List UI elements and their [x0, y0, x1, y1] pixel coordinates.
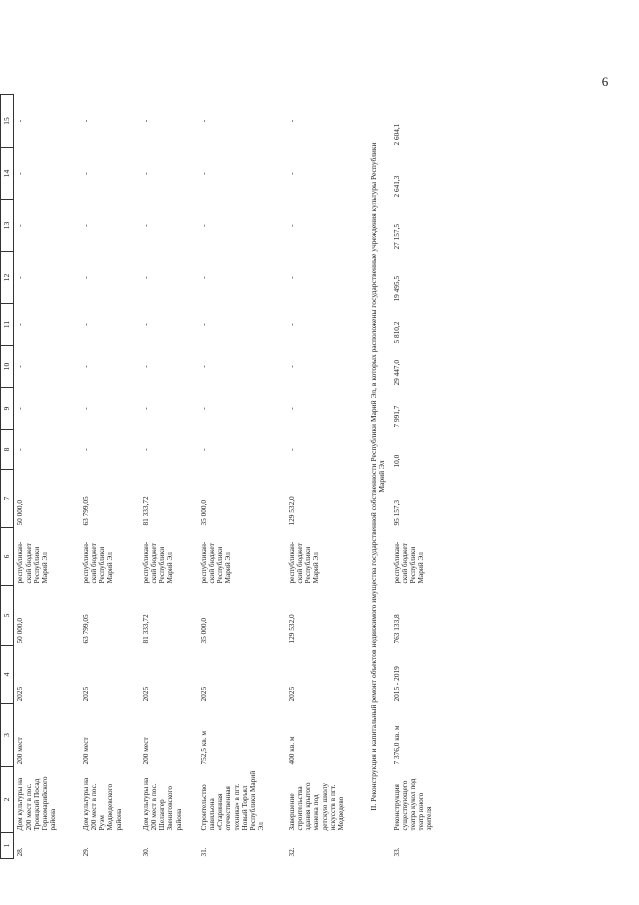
col-header: 8	[1, 430, 14, 470]
value-c13: -	[15, 224, 25, 227]
value-c14: 2 641,3	[391, 175, 401, 198]
value-c11: -	[140, 323, 150, 326]
row-number: 33.	[391, 847, 401, 857]
year: 2025	[286, 686, 296, 702]
value-c12: -	[15, 276, 25, 279]
value-c9: -	[198, 407, 208, 410]
value-c11: -	[286, 323, 296, 326]
funding-source: республикан-ский бюджет Республики Марий Эл	[140, 541, 175, 584]
table-row	[198, 95, 286, 859]
value-c12: 19 495,5	[391, 275, 401, 302]
value-c10: -	[198, 365, 208, 368]
value-c8: -	[140, 448, 150, 451]
value-c10: -	[80, 365, 90, 368]
value-c13: 27 157,5	[391, 223, 401, 250]
value-c9: -	[80, 407, 90, 410]
cost: 763 133,8	[391, 614, 401, 644]
capacity: 752,5 кв. м	[198, 731, 208, 765]
value-c13: -	[140, 224, 150, 227]
col-header: 13	[1, 200, 14, 252]
value-c15: -	[140, 119, 150, 123]
value-c15: -	[286, 119, 296, 123]
table-row	[391, 95, 451, 859]
table-row	[80, 95, 140, 859]
value-c14: -	[286, 172, 296, 175]
value-c7: 95 157,3	[391, 499, 401, 526]
row-number: 30.	[140, 847, 150, 857]
value-c11: -	[198, 323, 208, 326]
capacity: 200 мест	[140, 737, 150, 765]
value-c13: -	[198, 224, 208, 227]
cost: 81 333,72	[140, 614, 150, 644]
cost: 63 799,05	[80, 614, 90, 644]
funding-source: республикан-ский бюджет Республики Марий Эл	[15, 541, 49, 584]
value-c7: 63 799,05	[80, 496, 90, 526]
value-c10: 29 447,0	[391, 359, 401, 386]
row-number: 32.	[286, 847, 296, 857]
col-header: 4	[1, 646, 14, 704]
capacity: 400 кв. м	[286, 736, 296, 765]
value-c10: -	[140, 365, 150, 368]
value-c11: 5 810,2	[391, 321, 401, 344]
col-header: 5	[1, 586, 14, 646]
value-c7: 35 000,0	[198, 499, 208, 526]
value-c9: 7 991,7	[391, 405, 401, 428]
year: 2025	[140, 686, 150, 702]
page-number: 6	[601, 74, 609, 89]
value-c7: 81 333,72	[140, 496, 150, 526]
col-header: 6	[1, 528, 14, 586]
col-header: 2	[1, 767, 14, 833]
row-number: 29.	[80, 847, 90, 857]
year: 2015 - 2019	[391, 666, 401, 702]
col-header: 11	[1, 304, 14, 346]
value-c12: -	[198, 276, 208, 279]
funding-source: республикан-ский бюджет Республики Марий Эл	[286, 541, 321, 584]
program-table	[0, 94, 451, 859]
col-header: 7	[1, 470, 14, 528]
year: 2025	[15, 686, 25, 702]
value-c14: -	[80, 172, 90, 175]
col-header: 14	[1, 148, 14, 200]
col-header: 3	[1, 704, 14, 767]
col-header: 15	[1, 95, 14, 148]
cost: 35 000,0	[198, 617, 208, 644]
value-c12: -	[140, 276, 150, 279]
section-title: II. Реконструкция и капитальный ремонт объектов недвижимого имущества государственной собственности Республики Марий Эл, в которых расположены государственные учреждения культуры Республики Марий Эл	[368, 142, 387, 811]
value-c9: -	[286, 407, 296, 410]
row-number: 28.	[15, 847, 25, 857]
funding-source: республикан-ский бюджет Республики Марий Эл	[391, 541, 426, 584]
rotated-table-container	[0, 94, 490, 859]
object-name: Дом культуры на 200 мест в пос. Троицкий Посад Горномарийского района	[15, 776, 58, 831]
col-header: 12	[1, 252, 14, 304]
value-c15: -	[15, 119, 25, 123]
value-c11: -	[15, 323, 25, 326]
value-c14: -	[15, 172, 25, 175]
value-c10: -	[15, 365, 25, 368]
value-c8: -	[80, 448, 90, 451]
col-header: 1	[1, 833, 14, 859]
object-name: Дом культуры на 200 мест в пос. Шелангер Звениговского района	[140, 777, 183, 831]
capacity: 200 мест	[80, 737, 90, 765]
section-row	[366, 95, 391, 859]
col-header: 9	[1, 388, 14, 430]
object-name: Реконструкция существующего театра кукол под театр юного зрителя	[391, 778, 434, 831]
value-c8: 10,0	[391, 454, 401, 468]
value-c13: -	[80, 224, 90, 227]
value-c15: 2 604,1	[391, 123, 401, 146]
value-c7: 50 000,0	[15, 499, 25, 526]
object-name: Завершение строительства здания крытого манежа под детскую школу искусств в пгт. Медведево	[286, 782, 345, 831]
value-c8: -	[15, 448, 25, 451]
object-name: Дом культуры на 200 мест в пос. Руэм Медведевского района	[80, 777, 123, 831]
funding-source: республикан-ский бюджет Республики Марий Эл	[80, 541, 115, 584]
value-c11: -	[80, 323, 90, 326]
cost: 129 532,0	[286, 614, 296, 644]
value-c12: -	[80, 276, 90, 279]
value-c14: -	[198, 172, 208, 175]
cost: 50 000,0	[15, 617, 25, 644]
value-c13: -	[286, 224, 296, 227]
value-c9: -	[15, 407, 25, 410]
value-c9: -	[140, 407, 150, 410]
value-c10: -	[286, 365, 296, 368]
year: 2025	[198, 686, 208, 702]
header-row	[1, 95, 14, 859]
object-name: Строительство павильона «Старинная отечественная техника» в пгт. Новый Торъял Республики Марий Эл	[198, 770, 266, 831]
table-row	[286, 95, 366, 859]
table-row	[140, 95, 198, 859]
year: 2025	[80, 686, 90, 702]
row-number: 31.	[198, 847, 208, 857]
value-c12: -	[286, 276, 296, 279]
value-c8: -	[198, 448, 208, 451]
capacity: 7 376,0 кв. м	[391, 725, 401, 765]
value-c14: -	[140, 172, 150, 175]
value-c7: 129 532,0	[286, 496, 296, 526]
value-c15: -	[80, 119, 90, 123]
value-c8: -	[286, 448, 296, 451]
col-header: 10	[1, 346, 14, 388]
value-c15: -	[198, 119, 208, 123]
capacity: 200 мест	[15, 737, 25, 765]
funding-source: республикан-ский бюджет Республики Марий Эл	[198, 541, 233, 584]
table-row	[14, 95, 80, 859]
